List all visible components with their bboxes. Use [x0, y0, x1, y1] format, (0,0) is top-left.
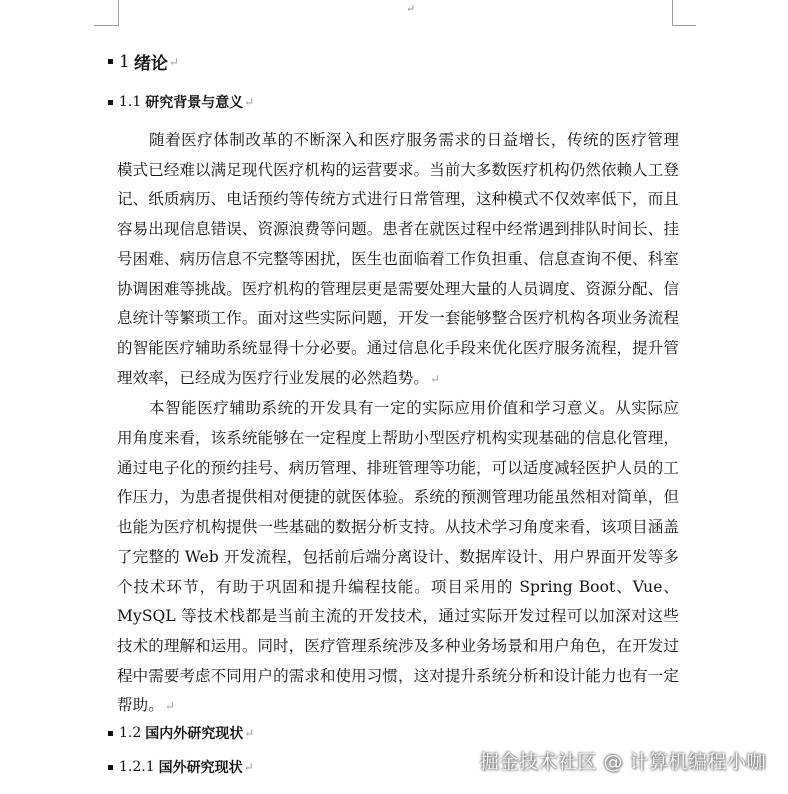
heading-title: 国外研究现状 — [158, 760, 243, 776]
heading-number: 1.2.1 — [119, 759, 155, 775]
paragraph-background[interactable] — [117, 126, 679, 394]
paragraph-mark: ↵ — [164, 699, 175, 714]
heading-chapter-1[interactable] — [108, 49, 179, 74]
heading-bullet — [108, 731, 113, 736]
heading-bullet — [108, 100, 113, 105]
heading-section-1-2[interactable] — [108, 723, 254, 743]
header-return-mark: ↵ — [406, 2, 416, 15]
paragraph-mark: ↵ — [168, 54, 179, 69]
heading-title: 国内外研究现状 — [145, 726, 244, 742]
crop-mark-top-right-vertical — [672, 0, 673, 26]
document-body[interactable] — [117, 126, 679, 722]
heading-subsection-1-2-1[interactable] — [108, 757, 254, 777]
paragraph-mark: ↵ — [244, 95, 255, 109]
heading-title: 研究背景与意义 — [145, 95, 244, 111]
heading-number: 1.1 — [119, 94, 142, 110]
heading-bullet — [108, 765, 113, 770]
paragraph-text: 随着医疗体制改革的不断深入和医疗服务需求的日益增长，传统的医疗管理模式已经难以满足现代医疗机构的运营要求。当前大多数医疗机构仍然依赖人工登记、纸质病历、电话预约等传统方式进行日常管理，这种模式不仅效率低下，而且容易出现信息错误、资源浪费等问题。患者在就医过程中经常遇到排队时间长、挂号困难、病历信息不完整等困扰，医生也面临着工作负担重、信息查询不便、科室协调困难等挑战。医疗机构的管理层更是需要处理大量的人员调度、资源分配、信息统计等繁琐工作。面对这些实际问题，开发一套能够整合医疗机构各项业务流程的智能医疗辅助系统显得十分必要。通过信息化手段来优化医疗服务流程，提升管理效率，已经成为医疗行业发展的必然趋势。 — [117, 131, 679, 387]
paragraph-text: 本智能医疗辅助系统的开发具有一定的实际应用价值和学习意义。从实际应用角度来看，该系统能够在一定程度上帮助小型医疗机构实现基础的信息化管理，通过电子化的预约挂号、病历管理、排班管理等功能，可以适度减轻医护人员的工作压力，为患者提供相对便捷的就医体验。系统的预测管理功能虽然相对简单，但也能为医疗机构提供一些基础的数据分析支持。从技术学习角度来看，该项目涵盖了完整的 Web 开发流程，包括前后端分离设计、数据库设计、用户界面开发等多个技术环节，有助于巩固和提升编程技能。项目采用的 Spring Boot、Vue、MySQL 等技术栈都是当前主流的开发技术，通过实际开发过程可以加深对这些技术的理解和运用。同时，医疗管理系统涉及多种业务场景和用户角色，在开发过程中需要考虑不同用户的需求和使用习惯，这对提升系统分析和设计能力也有一定帮助。 — [117, 399, 679, 715]
crop-mark-top-left-horizontal — [94, 25, 118, 26]
crop-mark-top-right-horizontal — [672, 25, 696, 26]
crop-mark-top-left-vertical — [118, 0, 119, 26]
heading-number: 1.2 — [119, 725, 142, 741]
paragraph-mark: ↵ — [244, 726, 255, 740]
paragraph-significance[interactable] — [117, 394, 679, 722]
watermark: 掘金技术社区 @ 计算机编程小咖 — [479, 751, 766, 773]
heading-bullet — [108, 59, 113, 64]
heading-section-1-1[interactable] — [108, 92, 254, 112]
paragraph-mark: ↵ — [243, 760, 254, 774]
heading-title: 绪论 — [133, 54, 168, 74]
heading-number: 1 — [119, 51, 130, 72]
paragraph-mark: ↵ — [430, 371, 441, 386]
